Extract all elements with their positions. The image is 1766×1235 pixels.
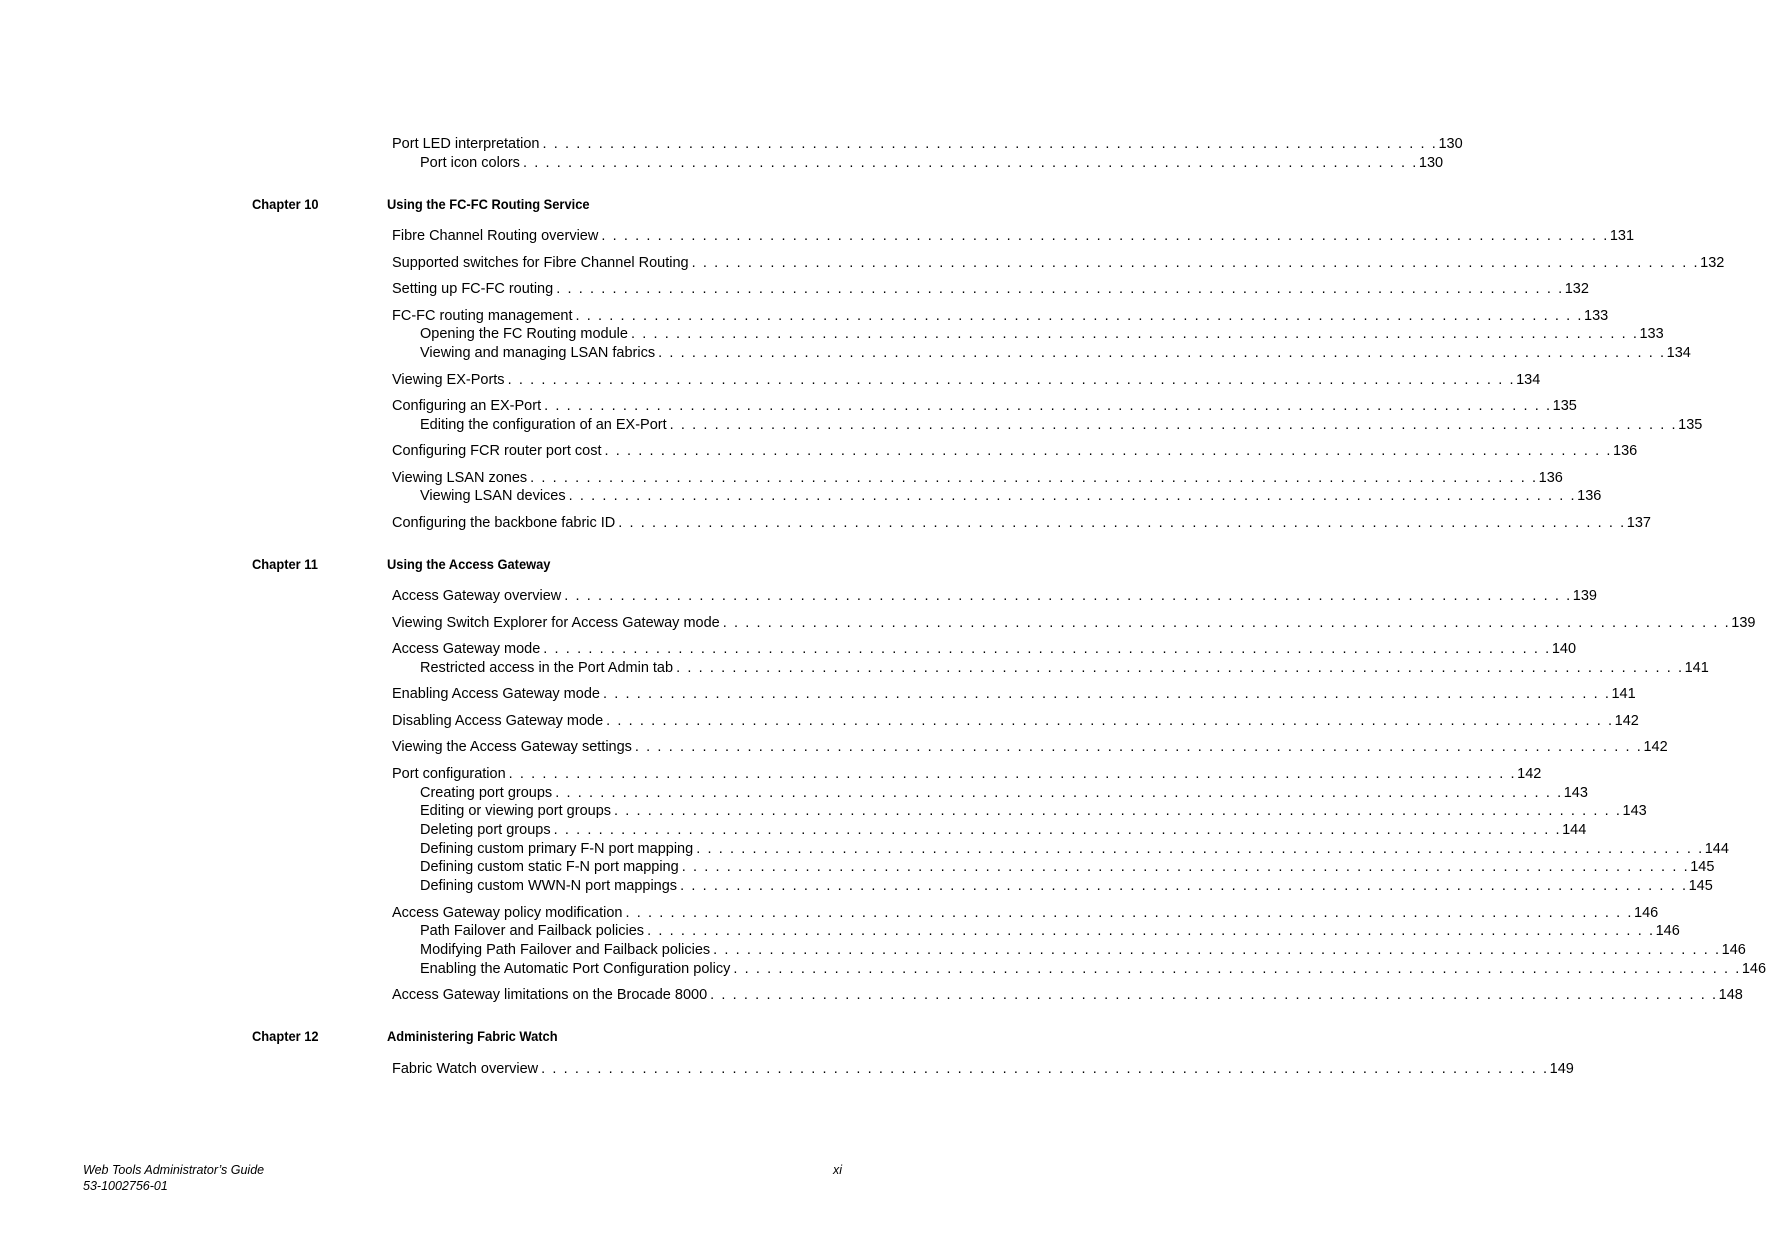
footer-guide-title: Web Tools Administrator’s Guide (83, 1163, 265, 1177)
toc-entry-page: 132 (1564, 281, 1589, 297)
toc-entry-title: Fabric Watch overview (392, 1061, 539, 1077)
toc-entry-title: Disabling Access Gateway mode (392, 713, 604, 729)
dot-leader: . . . . . . . . . . . . . . . . . . . . . . . . . . . . . . . . . . . . . . . . . . . . . . . . . . . . . . . . . . . . . . . . . . . . . . . . . . . . . . . . . . . . . . . . . . (691, 255, 1700, 271)
toc-entry-page: 143 (1563, 785, 1588, 801)
footer-doc-number: 53-1002756-01 (83, 1179, 168, 1193)
dot-leader: . . . . . . . . . . . . . . . . . . . . . . . . . . . . . . . . . . . . . . . . . . . . . . . . . . . . . . . . . . . . . . . . . . . . . . . . . . . . . . . . . . . . . . . . . . (568, 488, 1577, 504)
toc-entry-page: 134 (1666, 345, 1691, 361)
toc-entry-title: Access Gateway overview (392, 588, 562, 604)
dot-leader: . . . . . . . . . . . . . . . . . . . . . . . . . . . . . . . . . . . . . . . . . . . . . . . . . . . . . . . . . . . . . . . . . . . . . . . . . . . . . . . . . . . . . . . . . . (541, 1061, 1549, 1077)
toc-entry-title: Port LED interpretation (392, 136, 540, 152)
dot-leader: . . . . . . . . . . . . . . . . . . . . . . . . . . . . . . . . . . . . . . . . . . . . . . . . . . . . . . . . . . . . . . . . . . . . . . . . . . . . . . . . . . . . . . . . . . (733, 961, 1741, 977)
dot-leader: . . . . . . . . . . . . . . . . . . . . . . . . . . . . . . . . . . . . . . . . . . . . . . . . . . . . . . . . . . . . . . . . . . . . . . . . . . . . . . . . . . . . . . . . . . (696, 841, 1704, 857)
toc-entry-page: 146 (1741, 961, 1766, 977)
dot-leader: . . . . . . . . . . . . . . . . . . . . . . . . . . . . . . . . . . . . . . . . . . . . . . . . . . . . . . . . . . . . . . . . . . . . . . . . . . . . . . . . . . . . . . . . . . (614, 803, 1622, 819)
dot-leader: . . . . . . . . . . . . . . . . . . . . . . . . . . . . . . . . . . . . . . . . . . . . . . . . . . . . . . . . . . . . . . . . . . . . . . . . . . . . . . . . . . . . . . . . . . (604, 443, 1613, 459)
toc-entry[interactable] (420, 821, 1587, 839)
toc-entry-page: 132 (1700, 255, 1725, 271)
dot-leader: . . . . . . . . . . . . . . . . . . . . . . . . . . . . . . . . . . . . . . . . . . . . . . . . . . . . . . . . . . . . . . . . . . . . . . . . . . . . . . . . . . . . . . . . . . (647, 923, 1655, 939)
toc-entry-title: Enabling the Automatic Port Configuration policy (420, 961, 731, 977)
toc-entry[interactable] (392, 469, 1563, 487)
dot-leader: . . . . . . . . . . . . . . . . . . . . . . . . . . . . . . . . . . . . . . . . . . . . . . . . . . . . . . . . . . . . . . . . . . . . . . . . . . . . . . . . . . . . . . . . . . (553, 822, 1562, 838)
toc-entry-title: Defining custom primary F-N port mapping (420, 841, 694, 857)
toc-entry[interactable] (420, 960, 1766, 978)
toc-entry[interactable] (420, 802, 1647, 820)
toc-entry-title: Supported switches for Fibre Channel Routing (392, 255, 689, 271)
toc-entry-title: Configuring the backbone fabric ID (392, 515, 616, 531)
dot-leader: . . . . . . . . . . . . . . . . . . . . . . . . . . . . . . . . . . . . . . . . . . . . . . . . . . . . . . . . . . . . . . . . . . . . . . . . . . . . . . . . . . . . . . . . . . (658, 345, 1666, 361)
toc-entry-page: 142 (1614, 713, 1639, 729)
dot-leader: . . . . . . . . . . . . . . . . . . . . . . . . . . . . . . . . . . . . . . . . . . . . . . . . . . . . . . . . . . . . . . . . . . . . . . . . . . . . . . . . (522, 155, 1418, 171)
toc-entry-page: 136 (1538, 470, 1563, 486)
toc-entry[interactable] (392, 712, 1639, 730)
toc-entry[interactable] (392, 371, 1541, 389)
toc-entry-page: 139 (1731, 615, 1756, 631)
toc-entry-title: Configuring FCR router port cost (392, 443, 602, 459)
toc-entry-page: 130 (1418, 155, 1444, 171)
toc-entry-title: Modifying Path Failover and Failback policies (420, 942, 711, 958)
toc-entry[interactable] (392, 614, 1756, 632)
chapter-label: Chapter 12 (252, 1028, 319, 1044)
toc-entry-title: Access Gateway limitations on the Brocade 8000 (392, 987, 708, 1003)
dot-leader: . . . . . . . . . . . . . . . . . . . . . . . . . . . . . . . . . . . . . . . . . . . . . . . . . . . . . . . . . . . . . . . . . . . . . . . . . . . . . . . . . . . . . . . . . . (556, 281, 1564, 297)
toc-entry-page: 131 (1609, 228, 1635, 244)
toc-entry[interactable] (420, 858, 1715, 876)
dot-leader: . . . . . . . . . . . . . . . . . . . . . . . . . . . . . . . . . . . . . . . . . . . . . . . . . . . . . . . . . . . . . . . . . . . . . . . . . . . . . . . . . . . . . . . . . . (625, 905, 1634, 921)
toc-entry-title: Enabling Access Gateway mode (392, 686, 600, 702)
chapter-label: Chapter 10 (252, 196, 319, 212)
dot-leader: . . . . . . . . . . . . . . . . . . . . . . . . . . . . . . . . . . . . . . . . . . . . . . . . . . . . . . . . . . . . . . . . . . . . . . . . . . . . . . . . . . . . . . . . . . (681, 859, 1690, 875)
dot-leader: . . . . . . . . . . . . . . . . . . . . . . . . . . . . . . . . . . . . . . . . . . . . . . . . . . . . . . . . . . . . . . . . . . . . . . . . . . . . . . . . . . . . . . . . . . (680, 878, 1688, 894)
toc-entry-page: 144 (1704, 841, 1729, 857)
toc-entry-page: 146 (1655, 923, 1680, 939)
toc-entry-page: 143 (1622, 803, 1647, 819)
toc-entry[interactable] (392, 397, 1577, 415)
toc-entry-title: Deleting port groups (420, 822, 551, 838)
footer-page-number: xi (832, 1163, 842, 1177)
toc-entry-page: 142 (1517, 766, 1542, 782)
dot-leader: . . . . . . . . . . . . . . . . . . . . . . . . . . . . . . . . . . . . . . . . . . . . . . . . . . . . . . . . . . . . . . . . . . . . . . . . . . . . . . . . . . . . . . . . . . (543, 641, 1551, 657)
toc-entry-page: 146 (1634, 905, 1659, 921)
toc-entry-page: 145 (1688, 878, 1713, 894)
dot-leader: . . . . . . . . . . . . . . . . . . . . . . . . . . . . . . . . . . . . . . . . . . . . . . . . . . . . . . . . . . . . . . . . . . . . . . . . . . . . . . . . . . . . . . . . . . (530, 470, 1538, 486)
toc-entry[interactable] (392, 986, 1743, 1004)
toc-entry-title: Access Gateway policy modification (392, 905, 623, 921)
toc-entry-title: Configuring an EX-Port (392, 398, 542, 414)
dot-leader: . . . . . . . . . . . . . . . . . . . . . . . . . . . . . . . . . . . . . . . . . . . . . . . . . . . . . . . . . . . . . . . . . . . . . . . . . . . . . . . . . . . . . . . . . . (710, 987, 1718, 1003)
toc-entry[interactable] (392, 685, 1636, 703)
toc-entry[interactable] (420, 922, 1680, 940)
toc-entry[interactable] (420, 154, 1444, 172)
toc-entry[interactable] (392, 765, 1542, 783)
toc-entry-page: 142 (1643, 739, 1668, 755)
dot-leader: . . . . . . . . . . . . . . . . . . . . . . . . . . . . . . . . . . . . . . . . . . . . . . . . . . . . . . . . . . . . . . . . . . . . . . . . . . . . . . . . . . . . . . . . . . (676, 660, 1684, 676)
toc-entry[interactable] (420, 344, 1691, 362)
toc-entry-page: 133 (1639, 326, 1664, 342)
toc-entry-title: Creating port groups (420, 785, 553, 801)
toc-entry-page: 135 (1552, 398, 1577, 414)
toc-entry[interactable] (392, 904, 1659, 922)
dot-leader: . . . . . . . . . . . . . . . . . . . . . . . . . . . . . . . . . . . . . . . . . . . . . . . . . . . . . . . . . . . . . . . . . . . . . . . . . . . . . . . . . . . . . . . . . . (713, 942, 1721, 958)
toc-entry-page: 140 (1551, 641, 1577, 657)
toc-entry[interactable] (420, 840, 1729, 858)
toc-entry-title: Viewing the Access Gateway settings (392, 739, 632, 755)
toc-entry-title: Fibre Channel Routing overview (392, 228, 599, 244)
toc-entry-page: 139 (1572, 588, 1597, 604)
dot-leader: . . . . . . . . . . . . . . . . . . . . . . . . . . . . . . . . . . . . . . . . . . . . . . . . . . . . . . . . . . . . . . . . . . . . . . . . . . . . . . . . . . . . . . . . . . (508, 766, 1517, 782)
toc-entry[interactable] (392, 1060, 1574, 1078)
dot-leader: . . . . . . . . . . . . . . . . . . . . . . . . . . . . . . . . . . . . . . . . . . . . . . . . . . . . . . . . . . . . . . . . . . . . . . . . . . . . . . . . . . . . . . . . . . (722, 615, 1731, 631)
toc-entry-title: FC-FC routing management (392, 308, 573, 324)
dot-leader: . . . . . . . . . . . . . . . . . . . . . . . . . . . . . . . . . . . . . . . . . . . . . . . . . . . . . . . . . . . . . . . . . . . . . . . . . . . . . . . . . . . . . . . . . . (575, 308, 1584, 324)
toc-entry[interactable] (420, 325, 1664, 343)
toc-entry[interactable] (420, 416, 1703, 434)
toc-entry[interactable] (420, 659, 1709, 677)
toc-entry-title: Opening the FC Routing module (420, 326, 628, 342)
toc-entry[interactable] (420, 941, 1746, 959)
dot-leader: . . . . . . . . . . . . . . . . . . . . . . . . . . . . . . . . . . . . . . . . . . . . . . . . . . . . . . . . . . . . . . . . . . . . . . . . . . . . . . . . . . . . . . . . . . (601, 228, 1609, 244)
toc-entry-title: Editing or viewing port groups (420, 803, 612, 819)
toc-entry-title: Viewing LSAN devices (420, 488, 566, 504)
toc-entry-page: 134 (1516, 372, 1541, 388)
toc-entry[interactable] (392, 587, 1597, 605)
toc-entry-title: Path Failover and Failback policies (420, 923, 645, 939)
toc-entry-title: Editing the configuration of an EX-Port (420, 417, 667, 433)
toc-entry-page: 136 (1613, 443, 1638, 459)
toc-entry[interactable] (392, 135, 1463, 153)
toc-entry[interactable] (392, 442, 1638, 460)
toc-entry-page: 141 (1611, 686, 1636, 702)
toc-entry-page: 144 (1562, 822, 1587, 838)
toc-entry-title: Viewing LSAN zones (392, 470, 528, 486)
toc-entry-title: Viewing Switch Explorer for Access Gateway mode (392, 615, 720, 631)
toc-entry-page: 145 (1690, 859, 1715, 875)
toc-entry[interactable] (392, 514, 1651, 532)
toc-entry[interactable] (392, 280, 1589, 298)
toc-entry[interactable] (392, 640, 1577, 658)
dot-leader: . . . . . . . . . . . . . . . . . . . . . . . . . . . . . . . . . . . . . . . . . . . . . . . . . . . . . . . . . . . . . . . . . . . . . . . . . . . . . . . . . . . . . . . . . . (634, 739, 1643, 755)
toc-entry[interactable] (420, 784, 1588, 802)
toc-entry[interactable] (420, 487, 1602, 505)
toc-entry-title: Port configuration (392, 766, 506, 782)
toc-entry[interactable] (420, 877, 1713, 895)
toc-entry-title: Defining custom WWN-N port mappings (420, 878, 678, 894)
toc-entry-title: Viewing and managing LSAN fabrics (420, 345, 656, 361)
chapter-title[interactable]: Using the Access Gateway (387, 556, 551, 572)
toc-entry[interactable] (392, 307, 1609, 325)
toc-entry-title: Port icon colors (420, 155, 520, 171)
dot-leader: . . . . . . . . . . . . . . . . . . . . . . . . . . . . . . . . . . . . . . . . . . . . . . . . . . . . . . . . . . . . . . . . . . . . . . . . . . . . . . . . . . . . . . . . . . (606, 713, 1614, 729)
toc-entry-page: 130 (1438, 136, 1463, 152)
dot-leader: . . . . . . . . . . . . . . . . . . . . . . . . . . . . . . . . . . . . . . . . . . . . . . . . . . . . . . . . . . . . . . . . . . . . . . . . . . . . . . . . (542, 136, 1438, 152)
chapter-title[interactable]: Using the FC-FC Routing Service (387, 196, 590, 212)
toc-entry-page: 149 (1549, 1061, 1574, 1077)
dot-leader: . . . . . . . . . . . . . . . . . . . . . . . . . . . . . . . . . . . . . . . . . . . . . . . . . . . . . . . . . . . . . . . . . . . . . . . . . . . . . . . . . . . . . . . . . . (602, 686, 1611, 702)
toc-entry-title: Defining custom static F-N port mapping (420, 859, 679, 875)
dot-leader: . . . . . . . . . . . . . . . . . . . . . . . . . . . . . . . . . . . . . . . . . . . . . . . . . . . . . . . . . . . . . . . . . . . . . . . . . . . . . . . . . . . . . . . . . . (630, 326, 1639, 342)
toc-entry-page: 133 (1584, 308, 1609, 324)
toc-entry-title: Access Gateway mode (392, 641, 541, 657)
toc-entry[interactable] (392, 254, 1725, 272)
toc-entry-page: 146 (1721, 942, 1746, 958)
toc-entry-page: 136 (1577, 488, 1602, 504)
dot-leader: . . . . . . . . . . . . . . . . . . . . . . . . . . . . . . . . . . . . . . . . . . . . . . . . . . . . . . . . . . . . . . . . . . . . . . . . . . . . . . . . . . . . . . . . . . (544, 398, 1552, 414)
dot-leader: . . . . . . . . . . . . . . . . . . . . . . . . . . . . . . . . . . . . . . . . . . . . . . . . . . . . . . . . . . . . . . . . . . . . . . . . . . . . . . . . . . . . . . . . . . (669, 417, 1678, 433)
toc-entry-title: Setting up FC-FC routing (392, 281, 554, 297)
toc-entry-title: Viewing EX-Ports (392, 372, 505, 388)
toc-entry-page: 137 (1626, 515, 1651, 531)
dot-leader: . . . . . . . . . . . . . . . . . . . . . . . . . . . . . . . . . . . . . . . . . . . . . . . . . . . . . . . . . . . . . . . . . . . . . . . . . . . . . . . . . . . . . . . . . . (564, 588, 1572, 604)
dot-leader: . . . . . . . . . . . . . . . . . . . . . . . . . . . . . . . . . . . . . . . . . . . . . . . . . . . . . . . . . . . . . . . . . . . . . . . . . . . . . . . . . . . . . . . . . . (618, 515, 1626, 531)
toc-entry-page: 135 (1678, 417, 1703, 433)
toc-entry[interactable] (392, 227, 1635, 245)
chapter-title[interactable]: Administering Fabric Watch (387, 1028, 558, 1044)
chapter-label: Chapter 11 (252, 556, 318, 572)
dot-leader: . . . . . . . . . . . . . . . . . . . . . . . . . . . . . . . . . . . . . . . . . . . . . . . . . . . . . . . . . . . . . . . . . . . . . . . . . . . . . . . . . . . . . . . . . . (507, 372, 1516, 388)
toc-entry-page: 141 (1684, 660, 1709, 676)
toc-entry[interactable] (392, 738, 1668, 756)
dot-leader: . . . . . . . . . . . . . . . . . . . . . . . . . . . . . . . . . . . . . . . . . . . . . . . . . . . . . . . . . . . . . . . . . . . . . . . . . . . . . . . . . . . . . . . . . . (555, 785, 1563, 801)
toc-entry-title: Restricted access in the Port Admin tab (420, 660, 674, 676)
toc-entry-page: 148 (1718, 987, 1743, 1003)
